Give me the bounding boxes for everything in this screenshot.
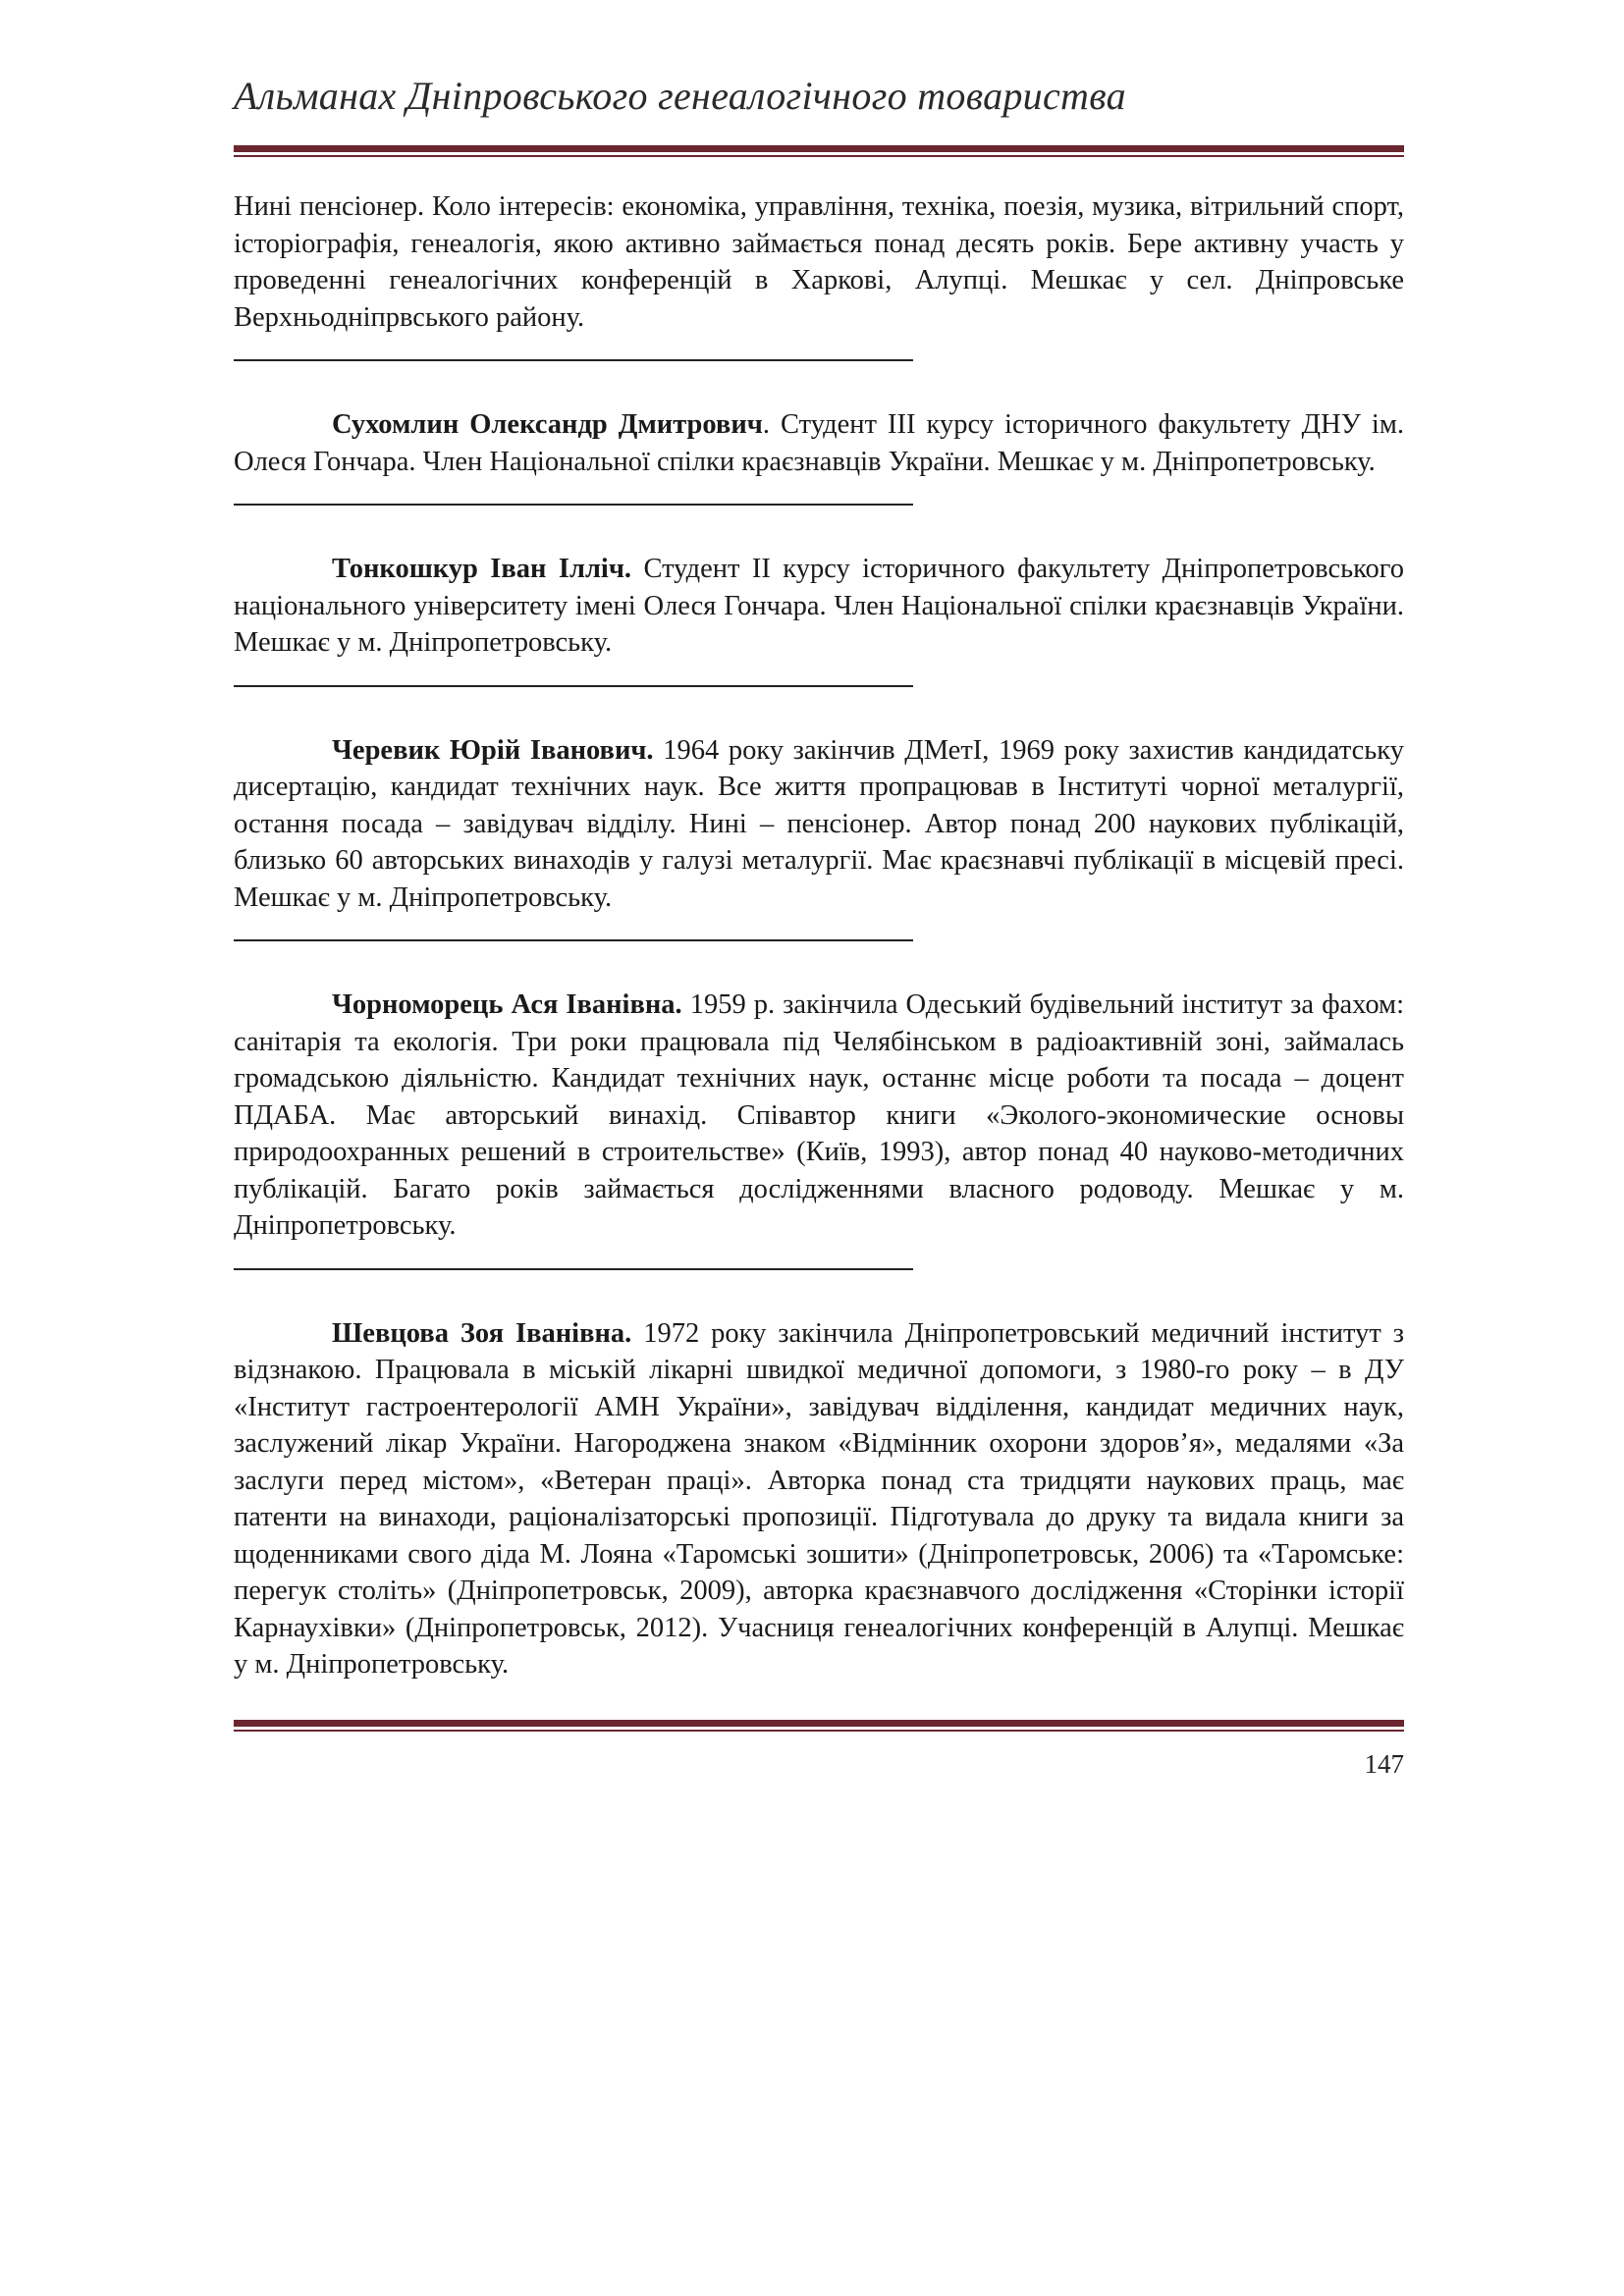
entry-separator	[234, 359, 913, 361]
entry-text: Нині пенсіонер. Коло інтересів: економіка, управління, техніка, поезія, музика, вітрильний спорт, історіографія, генеалогія, якою активно займається понад десять років. Бере активну участь у проведенні генеалогічних конференцій в Харкові, Алупці. Мешкає у сел. Дніпровське Верхньодніпрвського району.	[234, 191, 1404, 333]
entry-continuation	[234, 188, 1404, 336]
entry-name: Чорноморець Ася Іванівна.	[332, 989, 682, 1020]
entry-chornomorets	[234, 987, 1404, 1245]
entry-name: Тонкошкур Іван Ілліч.	[332, 554, 632, 584]
page-number: 147	[1364, 1749, 1404, 1779]
page-content	[234, 188, 1404, 1683]
entry-name: Шевцова Зоя Іванівна.	[332, 1317, 632, 1349]
entry-text: 1959 р. закінчила Одеський будівельний інститут за фахом: санітарія та екологія. Три роки працювала під Челябінськом в радіоактивній зоні, займалась громадською діяльністю. Кандидат технічних наук, останнє місце роботи та посада – доцент ПДАБА. Має авторський винахід. Співавтор книги «Эколого-экономические основы природоохранных решений в строительстве» (Київ, 1993), автор понад 40 науково-методичних публікацій. Багато років займається дослідженнями власного родоводу. Мешкає у м. Дніпропетровську.	[234, 989, 1405, 1241]
entry-name: Сухомлин Олександр Дмитрович	[332, 409, 763, 440]
footer-rule	[234, 1720, 1404, 1732]
entry-separator	[234, 939, 913, 941]
entry-text: 1964 року закінчив ДМетІ, 1969 року захистив кандидатську дисертацію, кандидат технічних наук. Все життя пропрацював в Інституті чорної металургії, остання посада – завідувач відділу. Нині – пенсіонер. Автор понад 200 наукових публікацій, близько 60 авторських винаходів у галузі металургії. Має краєзнавчі публікації в місцевій пресі. Мешкає у м. Дніпропетровську.	[234, 734, 1404, 913]
running-header-title: Альманах Дніпровського генеалогічного товариства	[234, 74, 1126, 118]
entry-name: Черевик Юрій Іванович.	[332, 734, 654, 766]
entry-separator	[234, 1268, 913, 1270]
entry-sukhomlyn	[234, 406, 1404, 480]
entry-text: Студент II курсу історичного факультету Дніпропетровського національного університету імені Олеся Гончара. Член Національної спілки краєзнавців України. Мешкає у м. Дніпропетровську.	[234, 554, 1404, 658]
entry-tonkoshkur	[234, 551, 1404, 662]
entry-separator	[234, 685, 913, 687]
entry-text: . Студент III курсу історичного факультету ДНУ ім. Олеся Гончара. Член Національної спілки краєзнавців України. Мешкає у м. Дніпропетровську.	[234, 409, 1404, 477]
entry-separator	[234, 504, 913, 506]
entry-text: 1972 року закінчила Дніпропетровський медичний інститут з відзнакою. Працювала в міській лікарні швидкої медичної допомоги, з 1980-го року – в ДУ «Інститут гастроентерології АМН України», завідувач відділення, кандидат медичних наук, заслужений лікар України. Нагороджена знаком «Відмінник охорони здоров’я», медалями «За заслуги перед містом», «Ветеран праці». Авторка понад ста тридцяти наукових праць, має патенти на винаходи, раціоналізаторські пропозиції. Підготувала до друку та видала книги за щоденниками свого діда М. Лояна «Таромські зошити» (Дніпропетровськ, 2006) та «Таромське: перегук століть» (Дніпропетровськ, 2009), авторка краєзнавчого дослідження «Сторінки історії Карнаухівки» (Дніпропетровськ, 2012). Учасниця генеалогічних конференцій в Алупці. Мешкає у м. Дніпропетровську.	[234, 1317, 1404, 1680]
entry-cherevyk	[234, 732, 1404, 917]
entry-shevtsova	[234, 1315, 1404, 1683]
header-rule	[234, 145, 1404, 157]
